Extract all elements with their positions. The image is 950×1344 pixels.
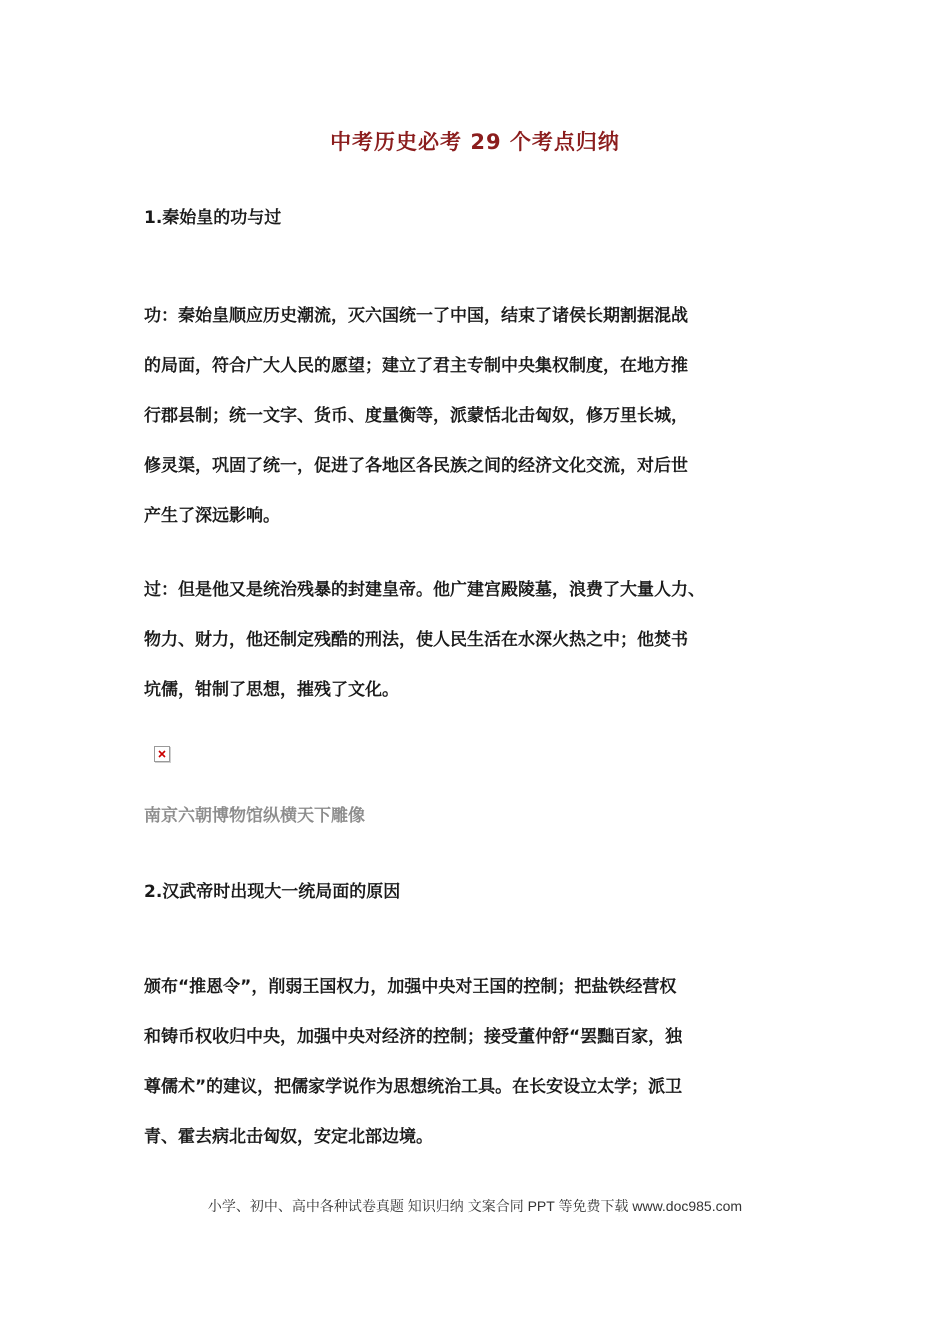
- section-2-heading: 2.汉武帝时出现大一统局面的原因: [144, 882, 401, 902]
- broken-image-icon: [154, 746, 170, 762]
- paragraph-line: 坑儒，钳制了思想，摧残了文化。: [144, 680, 399, 700]
- paragraph-line: 过：但是他又是统治残暴的封建皇帝。他广建宫殿陵墓，浪费了大量人力、: [144, 580, 705, 600]
- section-1-heading: 1.秦始皇的功与过: [144, 208, 282, 228]
- paragraph-line: 修灵渠，巩固了统一，促进了各地区各民族之间的经济文化交流，对后世: [144, 456, 688, 476]
- paragraph-line: 物力、财力，他还制定残酷的刑法，使人民生活在水深火热之中；他焚书: [144, 630, 688, 650]
- paragraph-line: 青、霍去病北击匈奴，安定北部边境。: [144, 1127, 433, 1147]
- image-caption: 南京六朝博物馆纵横天下雕像: [144, 806, 365, 826]
- paragraph-line: 功：秦始皇顺应历史潮流，灭六国统一了中国，结束了诸侯长期割据混战: [144, 306, 688, 326]
- paragraph-line: 颁布“推恩令”，削弱王国权力，加强中央对王国的控制；把盐铁经营权: [144, 977, 677, 997]
- footer-text: 小学、初中、高中各种试卷真题 知识归纳 文案合同 PPT 等免费下载 www.doc985.com: [207, 1198, 743, 1214]
- x-mark-icon: [158, 750, 166, 758]
- section-2-paragraph: [144, 962, 810, 1162]
- section-1-fault-paragraph: [144, 565, 810, 715]
- paragraph-line: 和铸币权收归中央，加强中央对经济的控制；接受董仲舒“罢黜百家，独: [144, 1027, 683, 1047]
- paragraph-line: 的局面，符合广大人民的愿望；建立了君主专制中央集权制度，在地方推: [144, 356, 688, 376]
- document-title: 中考历史必考 29 个考点归纳: [330, 130, 620, 154]
- paragraph-line: 产生了深远影响。: [144, 506, 280, 526]
- paragraph-line: 行郡县制；统一文字、货币、度量衡等，派蒙恬北击匈奴，修万里长城，: [144, 406, 688, 426]
- paragraph-line: 尊儒术”的建议，把儒家学说作为思想统治工具。在长安设立太学；派卫: [144, 1077, 683, 1097]
- section-1-merit-paragraph: [144, 291, 810, 541]
